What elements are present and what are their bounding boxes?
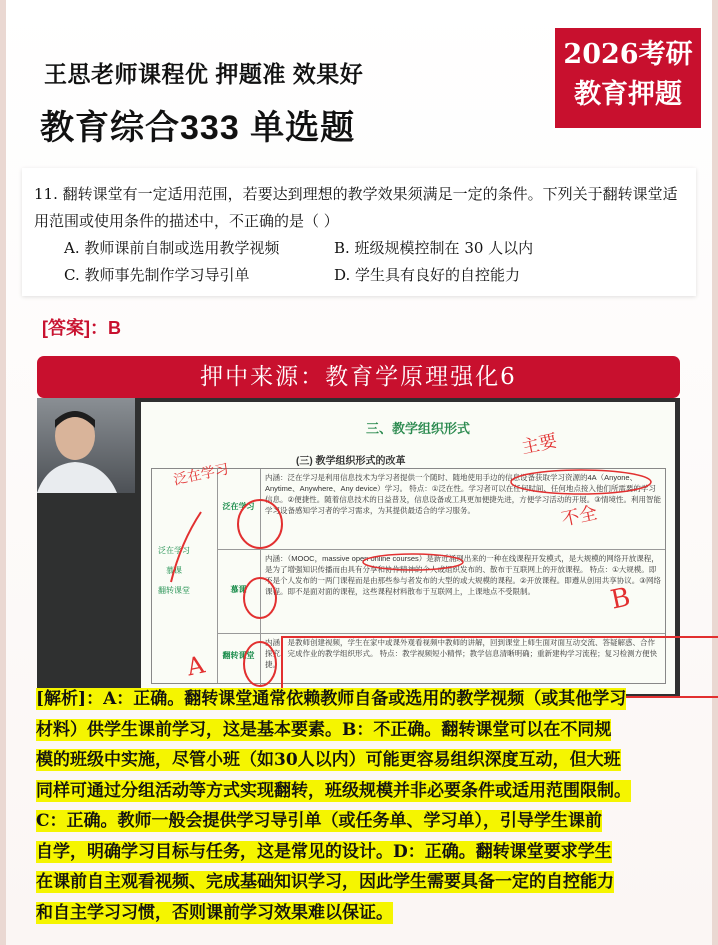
question-card xyxy=(22,168,696,296)
analysis-line: 在课前自主观看视频、完成基础知识学习，因此学生需要具备一定的自控能力 xyxy=(36,872,614,892)
handwriting: A xyxy=(184,650,208,682)
handwriting: 不全 xyxy=(559,502,600,531)
handwriting: B xyxy=(608,582,634,616)
option-d: D. 学生具有良好的自控能力 xyxy=(334,266,521,284)
slide-row-name: 慕课 xyxy=(217,550,261,634)
analysis-line: 自学，明确学习目标与任务，这是常见的设计。D：正确。翻转课堂要求学生 xyxy=(36,841,612,862)
option-c: C. 教师事先制作学习导引单 xyxy=(64,266,250,284)
slide-row-body: 内涵：（MOOC，massive open online courses）是新近涌现出来的一种在线课程开发模式，是大规模的网络开放课程，是为了增强知识传播而由具有分享和协作精神的个人或组织发布的、散布于互联网上的开放课程。 特点：①大规模。即不是个人发布的一两门课程而是由那些参与者发布的大型的或大规模的课程。②开放课程。即遵从创用共享协议。③网络课程。即不是面对面的课程，这些课程材料散布于互联网上，上课地点不受限制。 xyxy=(265,554,661,596)
lecture-slide xyxy=(141,402,675,694)
teacher-camera-image xyxy=(37,398,135,493)
option-b: B. 班级规模控制在 30 人以内 xyxy=(334,239,534,257)
badge-line-1: 2026考研 xyxy=(563,39,693,70)
page-title: 教育综合333 单选题 xyxy=(40,109,356,147)
slide-title: 三、教学组织形式 xyxy=(366,421,471,436)
teacher-silhouette-icon xyxy=(37,398,135,493)
lecture-screenshot xyxy=(37,398,680,696)
slide-left-item: 慕课 xyxy=(166,566,182,575)
analysis-line: 和自主学习习惯，否则课前学习效果难以保证。 xyxy=(36,902,393,923)
slide-left-item: 泛在学习 xyxy=(158,546,190,555)
slide-row-name: 泛在学习 xyxy=(217,469,261,549)
question-stem: 11. 翻转课堂有一定适用范围，若要达到理想的教学效果须满足一定的条件。下列关于翻转课堂适用范围或使用条件的描述中，不正确的是（ ） xyxy=(34,185,678,230)
slide-subtitle: (三) 教学组织形式的改革 xyxy=(296,456,406,467)
header-slogan: 王思老师课程优 押题准 效果好 xyxy=(44,61,364,87)
slide-left-item: 翻转课堂 xyxy=(158,586,190,595)
analysis-line: [解析]：A：正确。翻转课堂通常依赖教师自备或选用的教学视频（或其他学习 xyxy=(36,689,627,709)
analysis-line: C：正确。教师一般会提供学习导引单（或任务单、学习单），引导学生课前 xyxy=(36,811,603,831)
analysis-text xyxy=(36,684,698,928)
slide-row-body: 内涵：是教师创建视频，学生在家中或课外观看视频中教师的讲解，回到课堂上师生面对面互动交流、答疑解惑、合作探究、完成作业的教学组织形式。 特点：教学视频短小精悍；教学信息清晰明确；重新建构学习流程；复习检测方便快捷。 xyxy=(265,638,658,669)
analysis-line: 材料）供学生课前学习，这是基本要素。B：不正确。翻转课堂可以在不同规 xyxy=(36,719,612,740)
handwriting: 主要 xyxy=(519,430,560,459)
analysis-line: 模的班级中实施，尽管小班（如30人以内）可能更容易组织深度互动，但大班 xyxy=(36,750,621,770)
badge-line-2: 教育押题 xyxy=(574,79,682,110)
exam-badge xyxy=(553,26,703,130)
slide-row-name: 翻转课堂 xyxy=(217,634,261,686)
handwriting: 泛在学习 xyxy=(172,461,231,489)
source-banner: 押中来源：教育学原理强化6 xyxy=(37,356,680,398)
slide-row-body: 内涵：泛在学习是利用信息技术为学习者提供一个随时、随地使用手边的信息设备获取学习资源的4A（Anyone、Anytime、Anywhere、Any device）学习。 特点：①泛在性。学习者可以在任何时间、任何地点接入他们所需要的学习信息。②便捷性。随着信息技术的日益普及，信息设备或工具更加便捷先进，方便学习活动的开展。③情境性。利用智能学习设备感知学习者的学习需求，为其提供最适合的学习服务。 xyxy=(265,473,661,515)
analysis-line: 同样可通过分组活动等方式实现翻转，班级规模并非必要条件或适用范围限制。 xyxy=(36,780,631,801)
option-a: A. 教师课前自制或选用教学视频 xyxy=(64,239,280,257)
answer-label: [答案]：B xyxy=(42,318,121,338)
